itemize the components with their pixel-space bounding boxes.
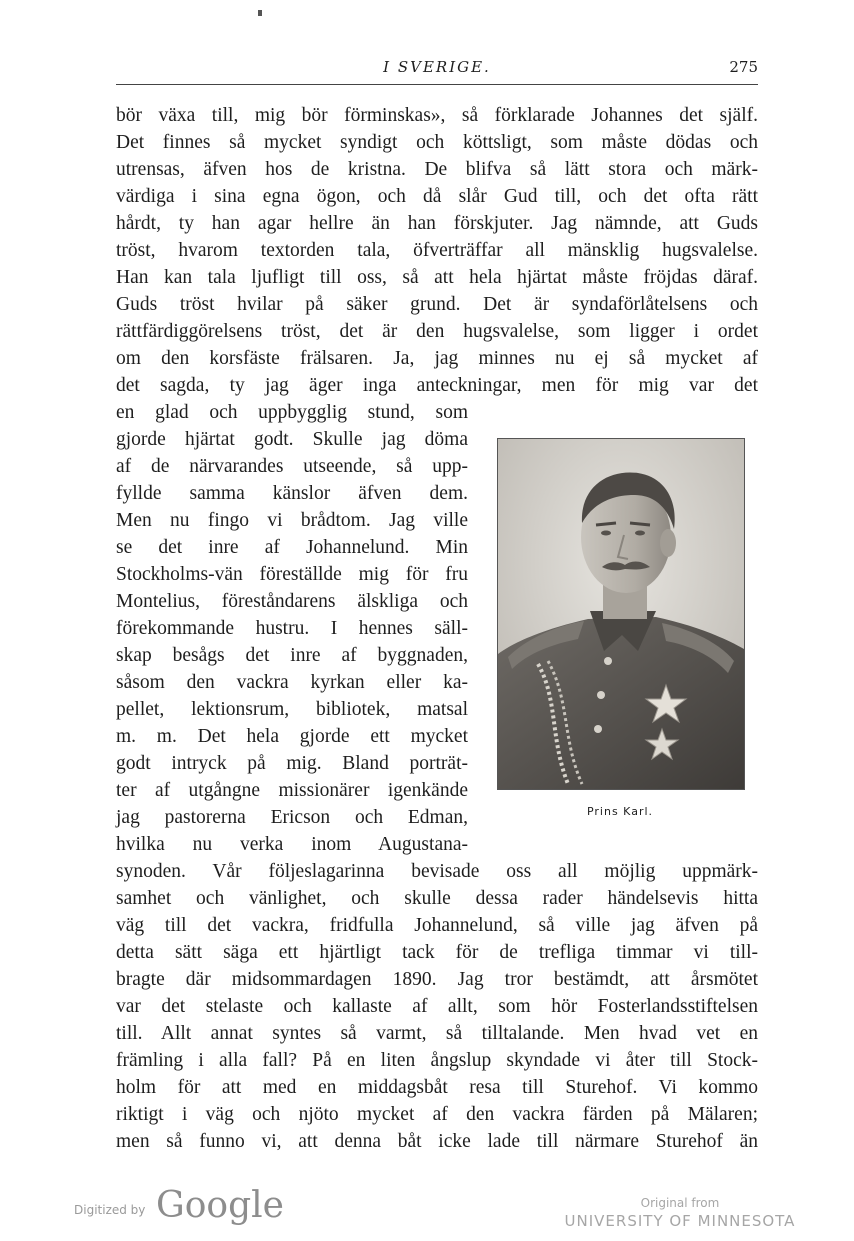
text-line: hårdt, ty han agar hellre än han förskjuter. Jag nämnde, att Guds	[116, 213, 758, 234]
scan-speck	[258, 10, 262, 16]
text-line: men så funno vi, att denna båt icke lade till närmare Sturehof än	[116, 1131, 758, 1152]
text-line: utrensas, äfven hos de kristna. De blifva så lätt stora och märk-	[116, 159, 758, 180]
text-line: synoden. Vår följeslagarinna bevisade oss all möjlig uppmärk-	[116, 861, 758, 882]
continuation-lines	[116, 858, 758, 1155]
text-line: bör växa till, mig bör förminskas», så förklarade Johannes det själf.	[116, 105, 758, 126]
original-from-label: Original from	[640, 1196, 720, 1210]
text-line: väg till det vackra, fridfulla Johannelund, så ville jag äfven på	[116, 915, 758, 936]
original-from-watermark	[560, 1195, 800, 1231]
google-logo: Google	[156, 1185, 284, 1226]
text-line: riktigt i väg och njöto mycket af den vackra färden på Mälaren;	[116, 1104, 758, 1125]
text-line: hvilka nu verka inom Augustana-	[116, 834, 468, 855]
text-line: holm för att med en middagsbåt resa till Sturehof. Vi kommo	[116, 1077, 758, 1098]
text-line: det sagda, ty jag äger inga anteckningar, men för mig var det	[116, 375, 758, 396]
text-line: Guds tröst hvilar på säker grund. Det är syndaförlåtelsens och	[116, 294, 758, 315]
text-line: såsom den vackra kyrkan eller ka-	[116, 672, 468, 693]
portrait-illustration	[498, 439, 744, 789]
text-line: pellet, lektionsrum, bibliotek, matsal	[116, 699, 468, 720]
text-line: Montelius, föreståndarens älskliga och	[116, 591, 468, 612]
text-line: skap besågs det inre af byggnaden,	[116, 645, 468, 666]
portrait-photo	[497, 438, 745, 790]
text-line: af de närvarandes utseende, så upp-	[116, 456, 468, 477]
digitized-by-label: Digitized by	[74, 1203, 146, 1217]
text-line: godt intryck på mig. Bland porträt-	[116, 753, 468, 774]
text-line: se det inre af Johannelund. Min	[116, 537, 468, 558]
text-line: till. Allt annat syntes så varmt, så tilltalande. Men hvad vet en	[116, 1023, 758, 1044]
text-line: tröst, hvarom textorden tala, öfverträffar all mänsklig hugsvalelse.	[116, 240, 758, 261]
text-line: Men nu fingo vi brådtom. Jag ville	[116, 510, 468, 531]
text-line: Han kan tala ljufligt till oss, så att hela hjärtat måste fröjdas däraf.	[116, 267, 758, 288]
text-line: främling i alla fall? På en liten ångslup skyndade vi åter till Stock-	[116, 1050, 758, 1071]
text-line: fyllde samma känslor äfven dem.	[116, 483, 468, 504]
running-title: I SVERIGE.	[383, 58, 491, 76]
running-header	[116, 58, 758, 85]
page-number: 275	[729, 58, 758, 76]
figure-caption: Prins Karl.	[586, 805, 654, 818]
text-line: var det stelaste och kallaste af allt, som hör Fosterlandsstiftelsen	[116, 996, 758, 1017]
text-line: Det finnes så mycket syndigt och köttsligt, som måste dödas och	[116, 132, 758, 153]
text-line: gjorde hjärtat godt. Skulle jag döma	[116, 429, 468, 450]
text-line: m. m. Det hela gjorde ett mycket	[116, 726, 468, 747]
text-line: en glad och uppbygglig stund, som	[116, 402, 468, 423]
text-line: rättfärdiggörelsens tröst, det är den hugsvalelse, som ligger i ordet	[116, 321, 758, 342]
text-line: jag pastorerna Ericson och Edman,	[116, 807, 468, 828]
text-line: ter af utgångne missionärer igenkände	[116, 780, 468, 801]
text-line: bragte där midsommardagen 1890. Jag tror bestämdt, att årsmötet	[116, 969, 758, 990]
university-label: UNIVERSITY OF MINNESOTA	[564, 1212, 796, 1230]
text-line: förekommande hustru. I hennes säll-	[116, 618, 468, 639]
text-line: detta sätt säga ett hjärtligt tack för de trefliga timmar vi till-	[116, 942, 758, 963]
text-line: om den korsfäste frälsaren. Ja, jag minnes nu ej så mycket af	[116, 348, 758, 369]
text-line: värdiga i sina egna ögon, och då slår Gud till, och det ofta rätt	[116, 186, 758, 207]
text-line: samhet och vänlighet, och skulle dessa rader händelsevis hitta	[116, 888, 758, 909]
full-width-lines	[116, 102, 758, 399]
text-line: Stockholms-vän föreställde mig för fru	[116, 564, 468, 585]
